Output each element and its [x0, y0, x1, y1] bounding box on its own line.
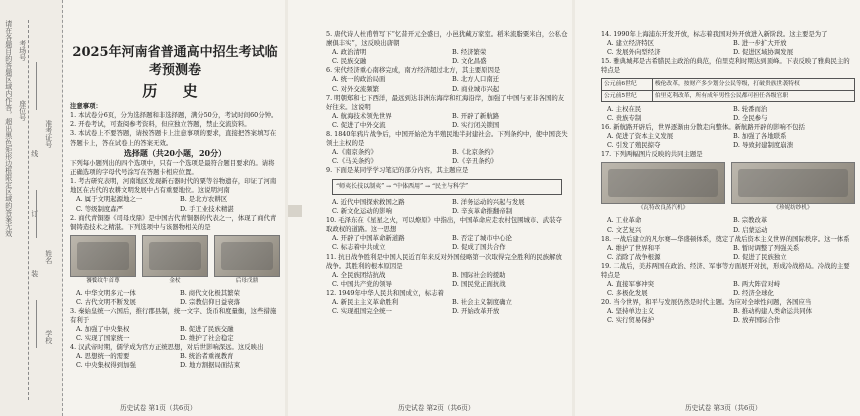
image-caption: 金杖: [169, 277, 181, 284]
option: D. 放弃国际合作: [733, 316, 781, 325]
note-item: 1. 本试卷分6页，分为选择题和非选择题，满分50分，考试时间60分钟。: [70, 111, 278, 120]
gutter-field: [36, 62, 53, 110]
option: A. 航海技术领先世界: [332, 111, 392, 120]
page-footer: 历史试卷 第3页（共6页）: [685, 404, 762, 412]
exam-subject: 历 史: [142, 81, 208, 100]
option: A. 属于文明起源地之一: [76, 195, 143, 204]
option: C. 中国共产党的领导: [332, 279, 392, 288]
option: D. 促进了民族独立: [733, 252, 787, 261]
option: D. 文化昌盛: [452, 57, 487, 66]
option: C. 贵族专制: [607, 114, 642, 122]
question-4: 4. 汉武帝时期，儒学成为官方正统思想，对后世影响深远。这反映出: [70, 343, 264, 352]
option: C. 等级制度森严: [76, 204, 124, 213]
option: D. 国民党正面抗战: [452, 279, 506, 288]
bronze-vessel-image: [70, 235, 136, 277]
page3-content: [601, 0, 855, 416]
section-instruction: 下列每小题列出的四个选项中，只有一个选项是最符合题目要求的。请将正确选项的字母代号涂写在答题卡相应位置。: [70, 159, 275, 177]
question-2: 2. 商代青铜器《司母戊鼎》是中国古代青铜器的代表之一，体现了商代青铜铸造技术之精湛。下列选项中与该器物相关的是: [70, 213, 277, 231]
option: B. 暂时调整了列强关系: [733, 243, 800, 252]
option: D. 开始改革开放: [452, 307, 500, 316]
option: C. 引发了殖民掠夺: [607, 141, 661, 150]
page-footer: 历史试卷 第1页（共6页）: [120, 404, 197, 412]
question-19: 19. 二战后，美苏两国在政治、经济、军事等方面展开对抗，形成冷战格局。冷战的主要特点是: [601, 261, 850, 279]
option: D. 经济全球化: [733, 289, 774, 298]
option: C. 文艺复兴: [607, 225, 642, 234]
option: B. 进一步扩大开放: [733, 39, 787, 48]
question-18: 18. 一战后建立的凡尔赛—华盛顿体系，奠定了战后资本主义世界的国际秩序。这一体系: [601, 234, 850, 243]
question-15: 15. 雅典城邦是古希腊民主政治的典范，伯里克利时期达到顶峰。下表反映了雅典民主的特点是: [601, 57, 850, 75]
gutter-label-exam-room: 考场号: [18, 40, 27, 61]
option: B.《北京条约》: [452, 148, 498, 157]
question-10: 10. 毛泽东在《星星之火，可以燎原》中指出，中国革命应走农村包围城市、武装夺取政权的道路。这一思想: [326, 216, 562, 234]
question-7: 7. 明朝郑和七下西洋，最远到达非洲东海岸和红海沿岸，加强了中国与亚非各国的友好往来。这说明: [326, 93, 565, 111]
image-caption: 饕餮纹牛首尊: [86, 277, 120, 284]
option: D. 辛亥革命推翻帝制: [452, 207, 513, 216]
option: A. 思想统一的需要: [76, 352, 130, 361]
option: B. 两大阵营对峙: [733, 280, 781, 289]
image-caption: 《瓦特改良蒸汽机》: [637, 205, 689, 212]
gutter-label-seat: 座位号: [18, 100, 27, 121]
option: C.《马关条约》: [332, 157, 378, 166]
question-1: 1. 考古研究表明，河南地区发现新石器时代的粟等谷物遗存，印证了河南地区在古代的农耕文明发展中占有重要地位。这说明河南: [70, 177, 277, 195]
option: A. 政治清明: [332, 48, 367, 57]
question-8: 8. 1840年鸦片战争后，中国开始沦为半殖民地半封建社会。下列条约中，使中国丧失领土主权的是: [326, 130, 568, 148]
option: B. 促进了民族交融: [180, 325, 234, 334]
page2-content: [326, 0, 568, 416]
option: B. 统治者重视教育: [180, 352, 234, 361]
option: B. 否定了城市中心论: [452, 234, 512, 243]
image-caption: 《珍妮纺纱机》: [773, 205, 813, 212]
option: A. 近代中国探索救国之路: [332, 198, 405, 207]
table-row: [602, 79, 855, 90]
history-table: [601, 78, 855, 101]
option: B. 开辟了新航路: [452, 111, 500, 120]
exam-title: 2025年河南省普通高中招生考试临考预测卷: [72, 45, 278, 79]
option: B. 洋务运动的兴起与发展: [452, 198, 525, 207]
option: A. 加强了中央集权: [76, 325, 130, 334]
option: C. 促进了中外交流: [332, 120, 386, 129]
option: A. 主权在民: [607, 104, 642, 113]
gutter-field: [36, 300, 53, 348]
table-cell: 公元前5世纪: [602, 90, 653, 101]
option: B. 经济繁荣: [452, 48, 487, 57]
gold-scepter-image: [142, 235, 208, 277]
artifact-images: [70, 235, 280, 286]
table-cell: 梭伦改革，按财产多少划分公民等级，打破贵族世袭特权: [652, 79, 854, 90]
option: B. 推动构建人类命运共同体: [733, 307, 813, 316]
bronze-ding-image: [214, 235, 280, 277]
option: D. 启蒙运动: [733, 225, 768, 234]
note-item: 3. 本试卷上不要答题，请按答题卡上注意事项的要求，直接把答案填写在答题卡上，答在试卷上的答案无效。: [70, 129, 277, 147]
option: B. 宗教改革: [733, 216, 768, 225]
option: D. 维护了社会稳定: [180, 334, 234, 343]
table-cell: 伯里克利改革，所有成年男性公民都可担任各级官职: [652, 90, 854, 101]
gutter-mark-order: 订: [30, 210, 39, 217]
question-20: 20. 当今世界，和平与发展仍然是时代主题。为应对全球性问题，各国应当: [601, 298, 812, 307]
option: D. 全民参与: [733, 114, 768, 122]
binding-gutter: [0, 0, 63, 416]
option: D. 促成了国共合作: [452, 243, 506, 252]
question-17: 17. 下列两幅图片反映的共同主题是: [601, 150, 703, 159]
option: C. 消除了战争根源: [607, 252, 661, 261]
table-cell: 公元前6世纪: [602, 79, 653, 90]
option: B. 是北方农耕区: [180, 195, 228, 204]
option: B. 商代文化极其繁荣: [180, 288, 240, 297]
spinning-jenny-image: [731, 162, 855, 204]
question-12: 12. 1949年中华人民共和国成立，标志着: [326, 288, 444, 297]
option: C. 实现了国家统一: [76, 334, 130, 343]
option: C. 标志着中共成立: [332, 243, 386, 252]
option: A. 直接军事冲突: [607, 280, 655, 289]
option: B. 加强了各地联系: [733, 132, 787, 141]
gutter-mark-line: 线: [30, 150, 39, 157]
option: C. 多极化发展: [607, 289, 648, 298]
question-9: 9. 下面是某同学学习笔记的部分内容，其主题应是: [326, 166, 469, 175]
option: A. 坚持单边主义: [607, 307, 655, 316]
tape-mark: [288, 205, 302, 217]
question-6: 6. 宋代经济重心南移完成，南方经济超过北方，其主要原因是: [326, 66, 501, 75]
gutter-label-ticket: 准考证号: [44, 120, 53, 148]
illustration-images: [601, 162, 855, 213]
option: B. 北方人口南迁: [452, 75, 500, 84]
option: C. 实行贸易保护: [607, 316, 655, 325]
exam-page-2: [288, 0, 572, 416]
option: D. 宗教信仰日益衰落: [180, 297, 241, 306]
option: C. 新文化运动的影响: [332, 207, 392, 216]
table-row: [602, 90, 855, 101]
option: B. 社会主义制度确立: [452, 298, 512, 307]
option: D. 促进区域协调发展: [733, 48, 794, 57]
option: A. 工业革命: [607, 216, 642, 225]
question-3: 3. 秦始皇统一六国后，推行郡县制，统一文字、货币和度量衡，这些措施有利于: [70, 306, 277, 324]
option: A.《南京条约》: [332, 148, 377, 157]
option: D. 商业城市兴起: [452, 84, 500, 93]
option: C. 发展外向型经济: [607, 48, 661, 57]
page1-content: [70, 0, 280, 416]
gutter-label-school: 学校: [44, 330, 53, 344]
option: D.《辛丑条约》: [452, 157, 498, 166]
option: B. 国际社会的援助: [452, 270, 506, 279]
option: A. 统一的政治局面: [332, 75, 386, 84]
option: C. 对外交流频繁: [332, 84, 380, 93]
option: A. 新民主主义革命胜利: [332, 298, 399, 307]
option: A. 促进了资本主义发展: [607, 132, 674, 141]
page-footer: 历史试卷 第2页（共6页）: [398, 404, 475, 412]
option: D. 实行闭关锁国: [452, 120, 500, 129]
image-caption: 后母戊鼎: [235, 277, 259, 284]
option: D. 手工业技术精湛: [180, 204, 234, 213]
note-item: 2. 开卷考试，可查阅参考资料，但应独立答题，禁止交流资料。: [70, 120, 251, 129]
question-11: 11. 抗日战争胜利是中国人民近百年来反对外国侵略第一次取得完全胜利的民族解放战争。其胜利的根本原因是: [326, 252, 562, 270]
option: A. 维护了世界和平: [607, 243, 661, 252]
notes-box: “师夷长技以制夷” → “中体西用” → “民主与科学”: [332, 179, 562, 196]
gutter-field: [36, 190, 53, 238]
option: A. 开辟了中国革命新道路: [332, 234, 405, 243]
option: A. 中华文明多元一体: [76, 288, 136, 297]
gutter-label-name: 姓名: [44, 250, 53, 264]
steam-engine-image: [601, 162, 725, 204]
option: C. 古代文明不断发展: [76, 297, 136, 306]
gutter-mark-bind: 装: [30, 270, 39, 277]
question-5: 5. 唐代诗人杜甫曾写下“忆昔开元全盛日，小邑犹藏万家室。稻米流脂粟米白，公私仓廪俱丰实”，这反映出唐朝: [326, 30, 568, 48]
option: C. 中央集权得到加强: [76, 361, 136, 370]
option: C. 民族交融: [332, 57, 367, 66]
exam-page-1: [0, 0, 285, 416]
exam-page-3: [575, 0, 860, 416]
option: B. 轮番而治: [733, 104, 768, 113]
option: C. 实现祖国完全统一: [332, 307, 392, 316]
notes-heading: 注意事项：: [70, 102, 102, 111]
option: D. 地方割据局面结束: [180, 361, 241, 370]
question-14: 14. 1990年上海浦东开发开放，标志着我国对外开放进入新阶段。这主要是为了: [601, 30, 828, 38]
cut-line: [28, 20, 29, 400]
option: A. 建立经济特区: [607, 39, 655, 48]
section-heading: 选择题（共20小题，20分）: [123, 147, 227, 158]
option: A. 全民族团结抗战: [332, 270, 386, 279]
gutter-warning: 请在各题目的答题区域内作答，超出黑色矩形边框限定区域的答案无效: [4, 20, 13, 237]
question-16: 16. 新航路开辟后，世界逐渐由分散走向整体。新航路开辟的影响不包括: [601, 123, 805, 132]
option: D. 导致封建制度崩溃: [733, 141, 794, 150]
